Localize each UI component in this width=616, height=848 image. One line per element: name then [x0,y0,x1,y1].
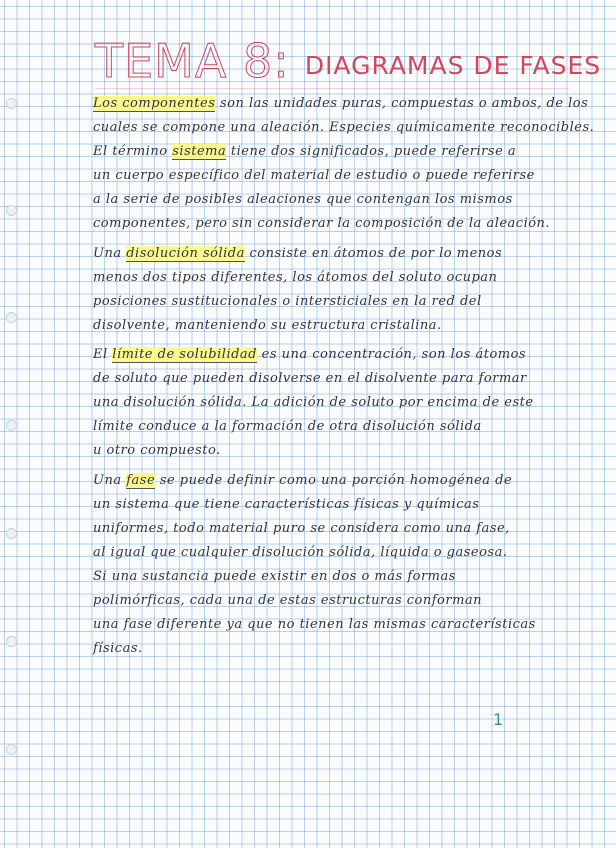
text-line: Una disolución sólida consiste en átomos de por lo menos [93,246,503,261]
binder-holes [6,0,18,848]
text-line: una fase diferente ya que no tienen las mismas características [93,617,536,632]
text-line: u otro compuesto. [93,443,221,458]
text-line: al igual que cualquier disolución sólida, líquida o gaseosa. [93,545,508,560]
binder-hole [6,98,17,109]
text-line: de soluto que pueden disolverse en el disolvente para formar [93,371,527,386]
text-line: El término sistema tiene dos significados, puede referirse a [93,144,517,159]
title-topic-number: TEMA 8: [95,34,290,88]
binder-hole [6,636,17,647]
page-title [95,34,601,88]
binder-hole [6,528,17,539]
binder-hole [6,205,17,216]
highlighted-term: límite de solubilidad [112,347,257,362]
text-line: disolvente, manteniendo su estructura cristalina. [93,318,442,333]
text-line: una disolución sólida. La adición de soluto por encima de este [93,395,534,410]
text-line: polimórficas, cada una de estas estructuras conforman [93,593,483,608]
binder-hole [6,744,17,755]
text-line: componentes, pero sin considerar la composición de la aleación. [93,216,551,231]
highlighted-term: disolución sólida [126,246,245,261]
title-underline [95,88,569,89]
page-number: 1 [493,710,504,729]
highlighted-term: sistema [172,144,227,159]
text-line: límite conduce a la formación de otra disolución sólida [93,419,482,434]
text-line: un cuerpo específico del material de estudio o puede referirse [93,168,535,183]
title-topic-name: DIAGRAMAS DE FASES [304,51,602,80]
binder-hole [6,312,17,323]
binder-hole [6,420,17,431]
highlighted-term: fase [126,473,156,488]
text-line: El límite de solubilidad es una concentración, son los átomos [93,347,527,362]
text-line: Los componentes son las unidades puras, compuestas o ambos, de los [93,96,589,111]
text-line: un sistema que tiene características físicas y químicas [93,497,480,512]
text-line: cuales se compone una aleación. Especies químicamente reconocibles. [93,120,595,135]
text-line: uniformes, todo material puro se considera como una fase, [93,521,510,536]
text-line: Si una sustancia puede existir en dos o más formas [93,569,456,584]
text-line: físicas. [93,641,143,656]
highlighted-term: Los componentes [93,96,216,111]
text-line: posiciones sustitucionales o intersticiales en la red del [93,294,482,309]
text-line: Una fase se puede definir como una porción homogénea de [93,473,513,488]
text-line: menos dos tipos diferentes, los átomos del soluto ocupan [93,270,498,285]
text-line: a la serie de posibles aleaciones que contengan los mismos [93,192,513,207]
